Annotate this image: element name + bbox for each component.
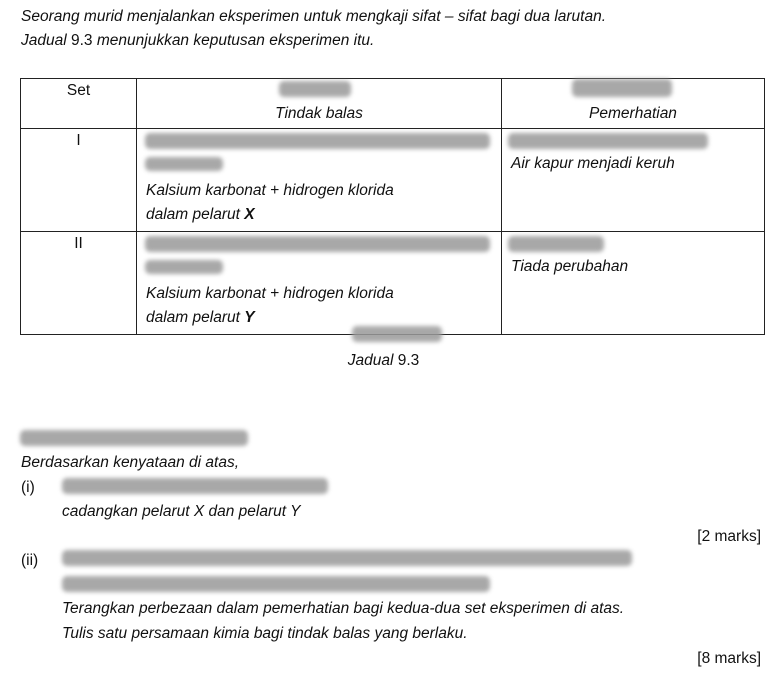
observation-text: Air kapur menjadi keruh xyxy=(511,155,675,172)
table-header-row xyxy=(21,79,765,129)
header-reaction xyxy=(137,79,502,129)
reaction-line-2-prefix: dalam pelarut xyxy=(146,206,245,223)
blurred-text xyxy=(508,236,604,252)
blurred-text xyxy=(145,260,223,274)
intro-table-ref: 9.3 xyxy=(66,32,97,49)
part-ii-text-line-2: Tulis satu persamaan kimia bagi tindak balas yang berlaku. xyxy=(62,625,468,642)
observation-cell xyxy=(502,129,765,232)
results-table xyxy=(20,78,765,335)
intro-line-2 xyxy=(21,31,374,50)
blurred-text xyxy=(62,478,328,494)
blurred-text xyxy=(279,81,351,97)
blurred-text xyxy=(62,576,490,592)
set-cell xyxy=(21,129,137,232)
blurred-text xyxy=(62,550,632,566)
reaction-line-1: Kalsium karbonat + hidrogen klorida xyxy=(146,182,394,199)
intro-line-1: Seorang murid menjalankan eksperimen untuk mengkaji sifat – sifat bagi dua larutan. xyxy=(21,8,607,25)
header-reaction-label: Tindak balas xyxy=(275,105,363,122)
blurred-text xyxy=(572,79,672,97)
observation-cell xyxy=(502,232,765,335)
blurred-text xyxy=(145,133,490,149)
intro-line-2-rest: menunjukkan keputusan eksperimen itu. xyxy=(96,32,375,49)
reaction-line-1: Kalsium karbonat + hidrogen klorida xyxy=(146,285,394,302)
solvent-label: X xyxy=(244,206,255,223)
part-ii-marks: [8 marks] xyxy=(697,650,761,667)
header-observation-label: Pemerhatian xyxy=(589,105,677,122)
caption-number: 9.3 xyxy=(393,352,420,369)
part-ii-label: (ii) xyxy=(21,552,39,569)
reaction-line-2-prefix: dalam pelarut xyxy=(146,309,245,326)
set-label: I xyxy=(76,132,81,149)
set-cell xyxy=(21,232,137,335)
blurred-text xyxy=(20,430,248,446)
table-caption xyxy=(0,352,767,370)
reaction-line-2 xyxy=(146,203,493,227)
table-row xyxy=(21,232,765,335)
solvent-label: Y xyxy=(244,309,255,326)
reaction-cell xyxy=(137,232,502,335)
caption-word: Jadual xyxy=(347,352,394,369)
observation-text: Tiada perubahan xyxy=(511,258,629,275)
reaction-line-2 xyxy=(146,306,493,330)
intro-table-word: Jadual xyxy=(21,32,67,49)
reaction-cell xyxy=(137,129,502,232)
blurred-text xyxy=(145,157,223,171)
blurred-text xyxy=(508,133,708,149)
table-row xyxy=(21,129,765,232)
blurred-text xyxy=(145,236,490,252)
part-i-label: (i) xyxy=(21,479,35,496)
header-set xyxy=(21,79,137,129)
header-set-label: Set xyxy=(66,82,91,99)
part-i-text: cadangkan pelarut X dan pelarut Y xyxy=(62,503,301,520)
blurred-text xyxy=(352,326,442,342)
part-i-marks: [2 marks] xyxy=(697,528,761,545)
header-observation xyxy=(502,79,765,129)
question-lead: Berdasarkan kenyataan di atas, xyxy=(21,454,239,471)
part-ii-text-line-1: Terangkan perbezaan dalam pemerhatian bagi kedua-dua set eksperimen di atas. xyxy=(62,600,625,617)
set-label: II xyxy=(74,235,83,252)
